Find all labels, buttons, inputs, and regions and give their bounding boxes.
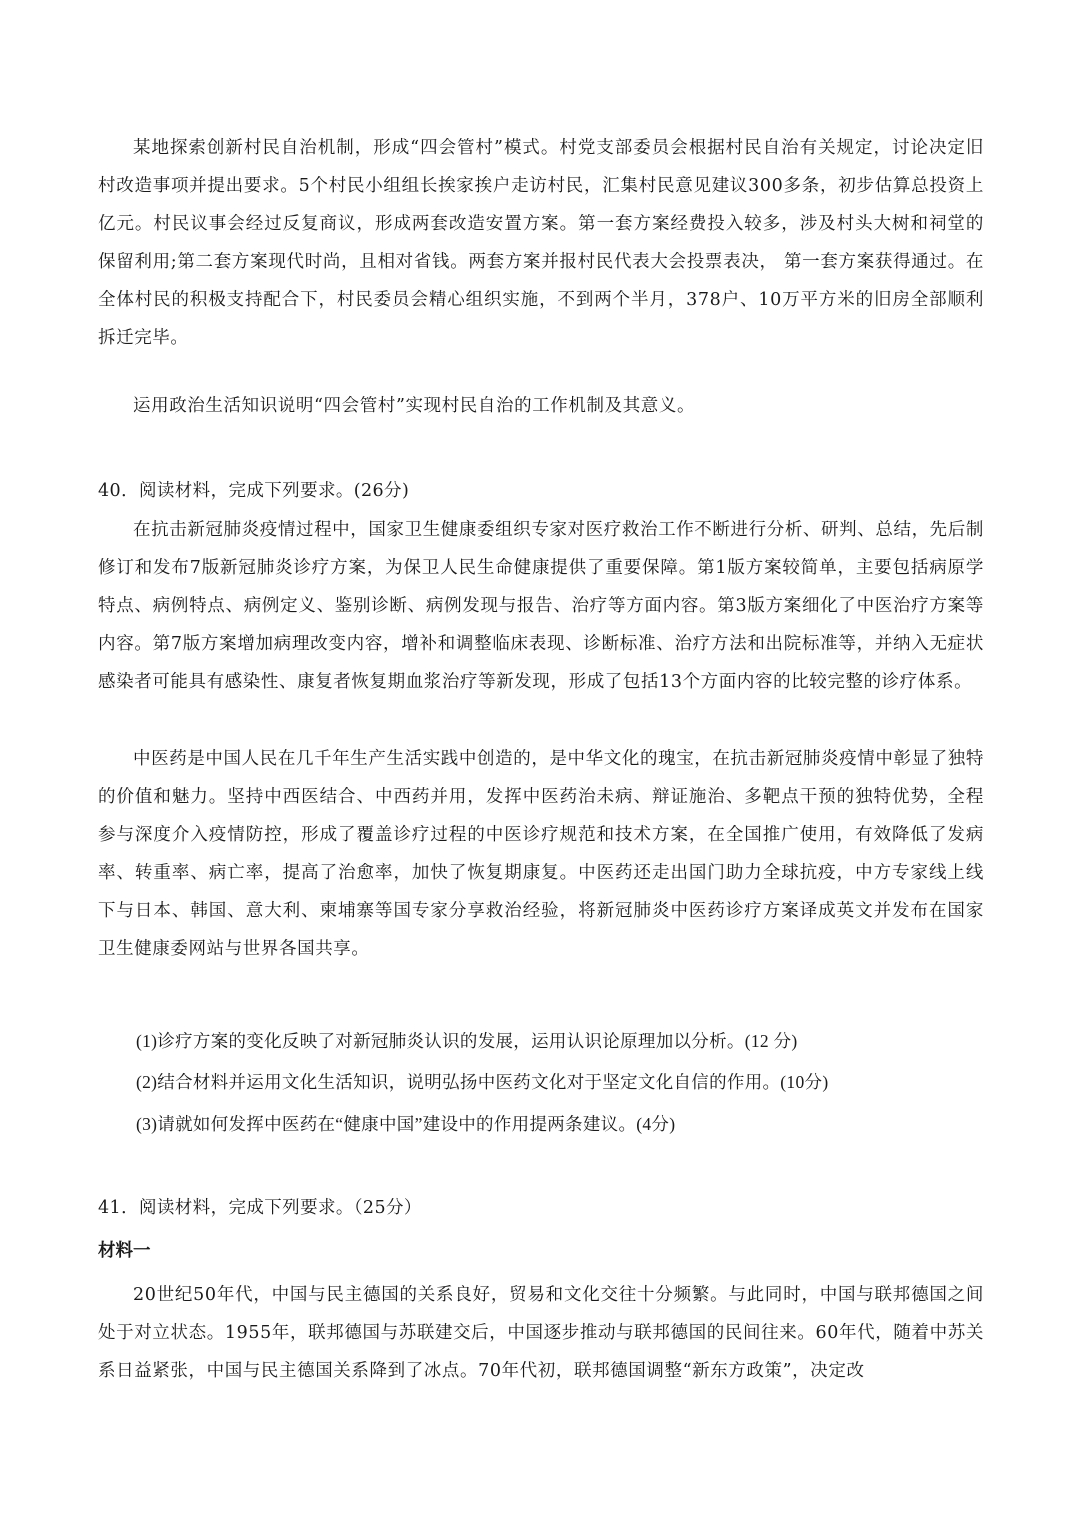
q41-material-label: 材料一 (98, 1241, 151, 1261)
q39-material-block (98, 129, 984, 357)
q39-material-paragraph: 某地探索创新村民自治机制，形成“四会管村”模式。村党支部委员会根据村民自治有关规定，讨论决定旧村改造事项并提出要求。5个村民小组组长挨家挨户走访村民，汇集村民意见建议300多条，初步估算总投资上亿元。村民议事会经过反复商议，形成两套改造安置方案。第一套方案经费投入较多，涉及村头大树和祠堂的保留利用;第二套方案现代时尚，且相对省钱。两套方案并报村民代表大会投票表决， 第一套方案获得通过。在全体村民的积极支持配合下，村民委员会精心组织实施，不到两个半月，378户、10万平方米的旧房全部顺利拆迁完毕。 (98, 138, 984, 348)
q39-question: 运用政治生活知识说明“四会管村”实现村民自治的工作机制及其意义。 (133, 396, 696, 416)
q40-material-block-2 (98, 740, 984, 968)
q39-question-block (98, 387, 984, 425)
q40-paragraph-1: 在抗击新冠肺炎疫情过程中，国家卫生健康委组织专家对医疗救治工作不断进行分析、研判、总结，先后制修订和发布7版新冠肺炎诊疗方案，为保卫人民生命健康提供了重要保障。第1版方案较简单，主要包括病原学特点、病例特点、病例定义、鉴别诊断、病例发现与报告、治疗等方面内容。第3版方案细化了中医治疗方案等内容。第7版方案增加病理改变内容，增补和调整临床表现、诊断标准、治疗方法和出院标准等，并纳入无症状感染者可能具有感染性、康复者恢复期血浆治疗等新发现，形成了包括13个方面内容的比较完整的诊疗体系。 (98, 520, 984, 692)
q41-material-block-1 (98, 1276, 984, 1390)
q40-paragraph-2: 中医药是中国人民在几千年生产生活实践中创造的，是中华文化的瑰宝，在抗击新冠肺炎疫情中彰显了独特的价值和魅力。坚持中西医结合、中西药并用，发挥中医药治未病、辩证施治、多靶点干预的独特优势，全程参与深度介入疫情防控，形成了覆盖诊疗过程的中医诊疗规范和技术方案，在全国推广使用，有效降低了发病率、转重率、病亡率，提高了治愈率，加快了恢复期康复。中医药还走出国门助力全球抗疫，中方专家线上线下与日本、韩国、意大利、柬埔寨等国专家分享救治经验，将新冠肺炎中医药诊疗方案译成英文并发布在国家卫生健康委网站与世界各国共享。 (98, 749, 984, 959)
q40-material-block-1 (98, 511, 984, 701)
q41-header: 41．阅读材料，完成下列要求。（25分） (98, 1198, 422, 1218)
q40-header: 40．阅读材料，完成下列要求。(26分) (98, 481, 410, 501)
q41-paragraph-1: 20世纪50年代，中国与民主德国的关系良好，贸易和文化交往十分频繁。与此同时，中国与联邦德国之间处于对立状态。1955年，联邦德国与苏联建交后，中国逐步推动与联邦德国的民间往来。60年代，随着中苏关系日益紧张，中国与民主德国关系降到了冰点。70年代初，联邦德国调整“新东方政策”，决定改 (98, 1285, 984, 1381)
q40-subquestion-1: (1)诊疗方案的变化反映了对新冠肺炎认识的发展，运用认识论原理加以分析。(12 分) (136, 1031, 798, 1051)
q40-subquestion-2: (2)结合材料并运用文化生活知识，说明弘扬中医药文化对于坚定文化自信的作用。(10分) (136, 1072, 829, 1092)
q40-subquestion-3: (3)请就如何发挥中医药在“健康中国”建设中的作用提两条建议。(4分) (136, 1114, 676, 1134)
